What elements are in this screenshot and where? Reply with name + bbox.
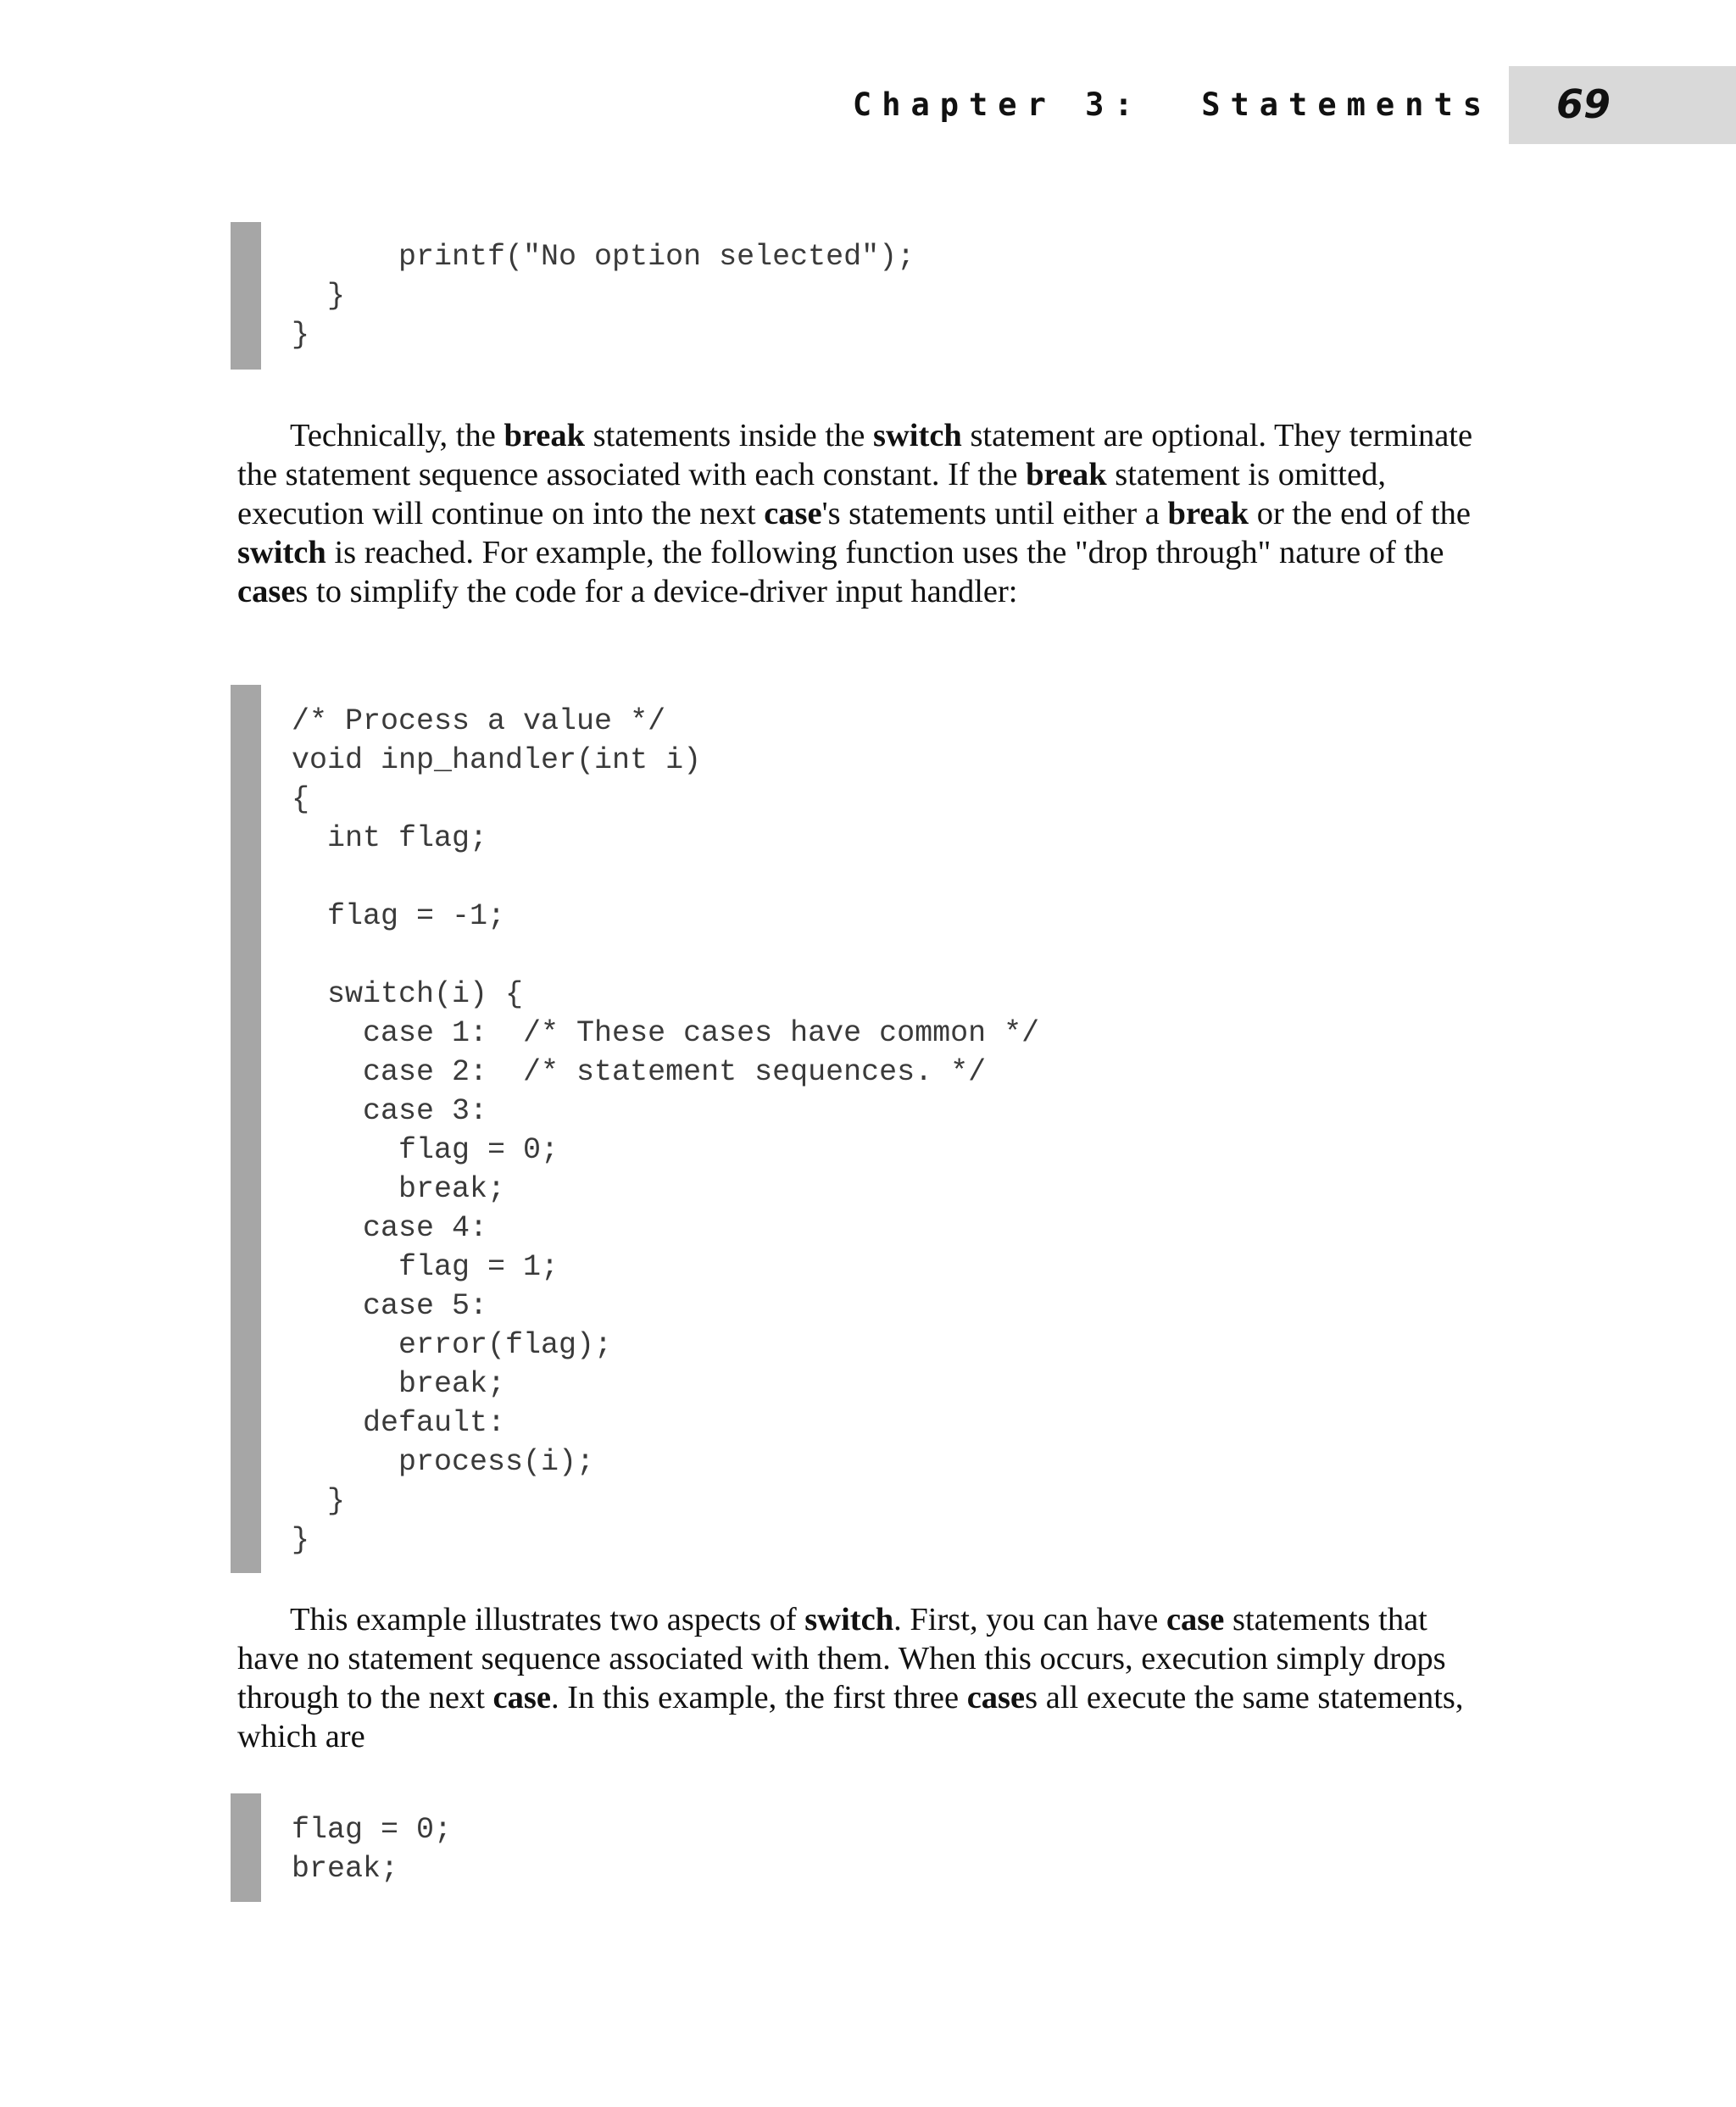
code-listing-inp-handler — [231, 685, 1039, 1573]
keyword-break: break — [1167, 496, 1249, 531]
paragraph-switch-aspects: This example illustrates two aspects of switch. First, you can have case statements that have no statement sequence associated with them. When this occurs, execution simply drops through to the next case. In this example, the first three cases all execute the same statements, which are — [237, 1602, 1464, 1754]
code-text: flag = 0; break; — [292, 1813, 453, 1886]
chapter-title: Chapter 3: Statements — [852, 86, 1492, 123]
paragraph-break-optional: Technically, the break statements inside the switch statement are optional. They terminate the statement sequence associated with each constant. If the break statement is omitted, execution will continue on into the next case's statements until either a break or the end of the switch is reached. For example, the following function uses the "drop through" nature of the cases to simplify the code for a device-driver input handler: — [237, 418, 1473, 609]
running-header — [0, 66, 1736, 147]
code-margin-bar — [231, 1793, 261, 1902]
keyword-case: case — [492, 1680, 551, 1715]
page-number-tab — [1509, 66, 1736, 144]
code-listing-printf-fragment — [231, 222, 915, 370]
keyword-switch: switch — [873, 418, 962, 453]
keyword-break: break — [1026, 457, 1107, 492]
code-text: /* Process a value */ void inp_handler(int i) { int flag; flag = -1; switch(i) { case 1: /* These cases have common */ case 2: /* statement sequences. */ case 3: flag = 0; break; case 4: flag = 1; case 5: error(flag); break; default: process(i); } } — [292, 704, 1040, 1557]
keyword-case: case — [764, 496, 822, 531]
code-listing-flag-break — [231, 1793, 452, 1902]
keyword-case: case — [1166, 1602, 1225, 1637]
code-text: printf("No option selected"); } } — [292, 240, 915, 352]
keyword-break: break — [504, 418, 585, 453]
keyword-switch: switch — [804, 1602, 894, 1637]
code-margin-bar — [231, 685, 261, 1573]
keyword-switch: switch — [237, 535, 326, 570]
keyword-case: case — [237, 574, 296, 609]
keyword-case: case — [966, 1680, 1026, 1715]
code-margin-bar — [231, 222, 261, 370]
page-number: 69 — [1556, 81, 1611, 127]
